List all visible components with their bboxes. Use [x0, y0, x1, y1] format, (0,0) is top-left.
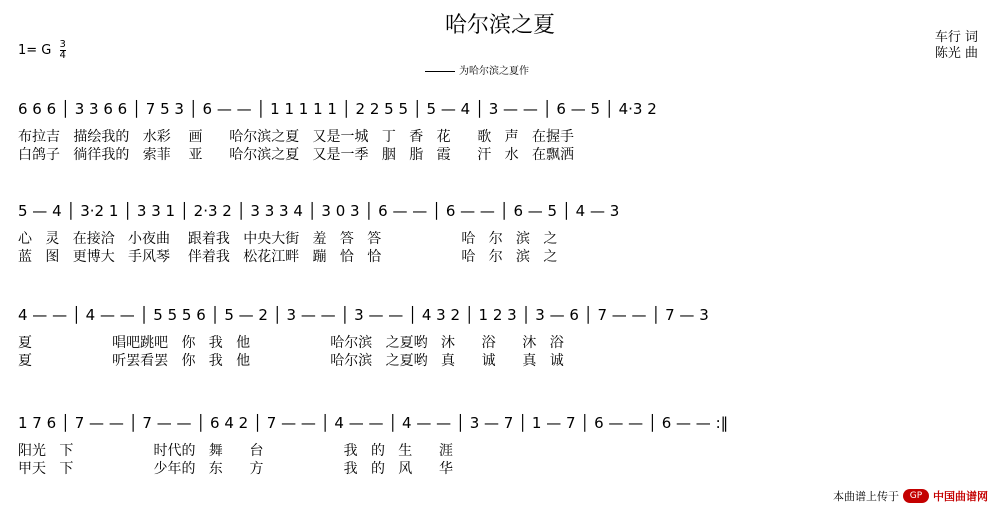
composer-credit: 陈光 曲: [934, 46, 978, 61]
notes-row: 5 — 4 │ 3·2 1 │ 3 3 1 │ 2·3 2 │ 3 3 3 4 │ 3 0 3 │ 6 — — │ 6 — — │ 6 — 5 │ 4 — 3: [18, 202, 620, 220]
lyric-line-1: 夏 唱吧跳吧 你 我 他 哈尔滨 之夏哟 沐 浴 沐 浴: [18, 335, 564, 351]
score-row-4: [18, 414, 984, 484]
notes-row: 6 6 6 │ 3 3 6 6 │ 7 5 3 │ 6 — — │ 1 1 1 1 1 │ 2 2 5 5 │ 5 — 4 │ 3 — — │ 6 — 5 │ 4·3 2: [18, 100, 657, 118]
lyric-line-2: 蓝 图 更博大 手风琴 伴着我 松花江畔 蹦 恰 恰 哈 尔 滨 之: [18, 249, 558, 265]
score-row-1: [18, 100, 984, 170]
dedication: [425, 62, 529, 77]
time-signature: [60, 40, 66, 61]
notes-row: 1 7 6 │ 7 — — │ 7 — — │ 6 4 2 │ 7 — — │ 4 — — │ 4 — — │ 3 — 7 │ 1 — 7 │ 6 — — │ 6 — — :‖: [18, 414, 729, 432]
lyricist-credit: 车行 词: [934, 30, 978, 45]
dedication-dash: [425, 71, 455, 72]
lyric-line-1: 布拉吉 描绘我的 水彩 画 哈尔滨之夏 又是一城 丁 香 花 歌 声 在握手: [18, 129, 575, 145]
dedication-text: 为哈尔滨之夏作: [459, 66, 529, 77]
site-name-link[interactable]: 中国曲谱网: [933, 490, 988, 503]
upload-credit: [833, 488, 988, 504]
score-row-2: [18, 202, 984, 272]
lyric-line-2: 夏 听罢看罢 你 我 他 哈尔滨 之夏哟 真 诚 真 诚: [18, 353, 564, 369]
time-signature-top: 3: [59, 39, 66, 50]
page-title: 哈尔滨之夏: [444, 13, 555, 38]
lyric-line-2: 白鸽子 徜徉我的 索菲 亚 哈尔滨之夏 又是一季 胭 脂 霞 汗 水 在飘洒: [18, 147, 575, 163]
lyric-line-1: 心 灵 在接洽 小夜曲 跟着我 中央大街 羞 答 答 哈 尔 滨 之: [18, 231, 558, 247]
notes-row: 4 — — │ 4 — — │ 5 5 5 6 │ 5 — 2 │ 3 — — │ 3 — — │ 4 3 2 │ 1 2 3 │ 3 — 6 │ 7 — — │ 7 — 3: [18, 306, 709, 324]
site-logo-icon: GP: [903, 489, 929, 503]
upload-text: 本曲谱上传于: [833, 490, 899, 503]
key-label: 1= G: [18, 43, 52, 58]
lyric-line-2: 甲天 下 少年的 东 方 我 的 风 华: [18, 461, 454, 477]
key-signature: [18, 40, 66, 61]
time-signature-bottom: 4: [59, 50, 66, 61]
score-row-3: [18, 306, 984, 376]
lyric-line-1: 阳光 下 时代的 舞 台 我 的 生 涯: [18, 443, 454, 459]
